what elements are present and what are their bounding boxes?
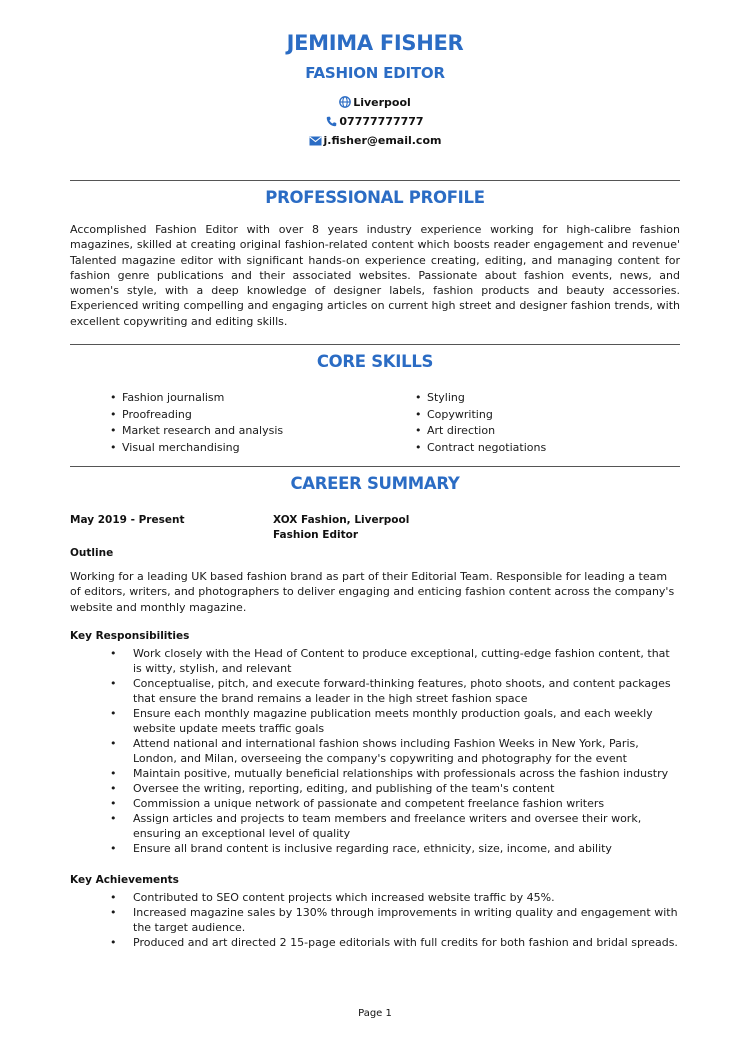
list-item: • Produced and art directed 2 15-page editorials with full credits for both fashion and bridal spreads.	[110, 935, 680, 950]
list-item: • Conceptualise, pitch, and execute forward-thinking features, photo shoots, and content packages that ensure the brand remains a leader in the high street fashion space	[110, 676, 680, 706]
list-item: • Work closely with the Head of Content to produce exceptional, cutting-edge fashion content, that is witty, stylish, and relevant	[110, 646, 680, 676]
achievements-label: Key Achievements	[70, 874, 179, 886]
achievements-list	[110, 890, 680, 950]
list-item: • Ensure all brand content is inclusive regarding race, ethnicity, size, income, and ability	[110, 841, 680, 856]
list-item: • Attend national and international fashion shows including Fashion Weeks in New York, Paris, London, and Milan, overseeing the company's copywriting and photography for the event	[110, 736, 680, 766]
skill-item: • Visual merchandising	[110, 440, 283, 457]
skill-item: • Copywriting	[415, 407, 546, 424]
responsibilities-label: Key Responsibilities	[70, 630, 190, 642]
list-item: • Ensure each monthly magazine publication meets monthly production goals, and each weekly website update meets traffic goals	[110, 706, 680, 736]
envelope-icon	[309, 136, 322, 149]
location-text: Liverpool	[353, 96, 411, 109]
job-dates: May 2019 - Present	[70, 514, 185, 526]
list-item: • Assign articles and projects to team members and freelance writers and oversee their work, ensuring an exceptional level of quality	[110, 811, 680, 841]
skill-item: • Contract negotiations	[415, 440, 546, 457]
phone-icon	[326, 116, 337, 130]
skill-item: • Proofreading	[110, 407, 283, 424]
section-heading-career: CAREER SUMMARY	[290, 474, 460, 493]
job-position: Fashion Editor	[273, 529, 359, 541]
contact-phone	[0, 115, 750, 130]
section-heading-skills: CORE SKILLS	[316, 352, 434, 371]
divider	[70, 344, 680, 345]
skills-column-right	[415, 390, 546, 456]
skill-item: • Styling	[415, 390, 546, 407]
list-item: • Increased magazine sales by 130% through improvements in writing quality and engagement with the target audience.	[110, 905, 680, 935]
section-heading-profile: PROFESSIONAL PROFILE	[265, 188, 485, 207]
candidate-title: FASHION EDITOR	[305, 64, 445, 82]
list-item: • Oversee the writing, reporting, editing, and publishing of the team's content	[110, 781, 680, 796]
divider	[70, 180, 680, 181]
globe-icon	[339, 96, 351, 111]
skill-item: • Fashion journalism	[110, 390, 283, 407]
contact-email	[0, 134, 750, 149]
job-outline: Working for a leading UK based fashion brand as part of their Editorial Team. Responsible for leading a team of editors, writers, and photographers to deliver engaging and enticing fashion content across the company's website and monthly magazine.	[70, 570, 675, 614]
list-item: • Contributed to SEO content projects which increased website traffic by 45%.	[110, 890, 680, 905]
contact-location	[0, 96, 750, 111]
skill-item: • Art direction	[415, 423, 546, 440]
divider	[70, 466, 680, 467]
job-company: XOX Fashion, Liverpool	[273, 514, 410, 526]
phone-text: 07777777777	[339, 115, 424, 128]
responsibilities-list	[110, 646, 680, 856]
outline-label: Outline	[70, 547, 114, 559]
page-number: Page 1	[358, 1008, 392, 1019]
list-item: • Commission a unique network of passionate and competent freelance fashion writers	[110, 796, 680, 811]
list-item: • Maintain positive, mutually beneficial relationships with professionals across the fashion industry	[110, 766, 680, 781]
profile-summary: Accomplished Fashion Editor with over 8 years industry experience working for high-calibre fashion magazines, skilled at creating original fashion-related content which boosts reader engagement and revenue' Talented magazine editor with significant hands-on experience creating, editing, and managing content for fashion genre publications and their associated websites. Passionate about fashion events, news, and women's style, with a deep knowledge of designer labels, fashion products and beauty accessories. Experienced writing compelling and engaging articles on current high street and designer fashion trends, with excellent copywriting and editing skills.	[70, 223, 680, 328]
skill-item: • Market research and analysis	[110, 423, 283, 440]
skills-column-left	[110, 390, 283, 456]
candidate-name: JEMIMA FISHER	[286, 31, 464, 55]
email-text: j.fisher@email.com	[323, 134, 442, 147]
